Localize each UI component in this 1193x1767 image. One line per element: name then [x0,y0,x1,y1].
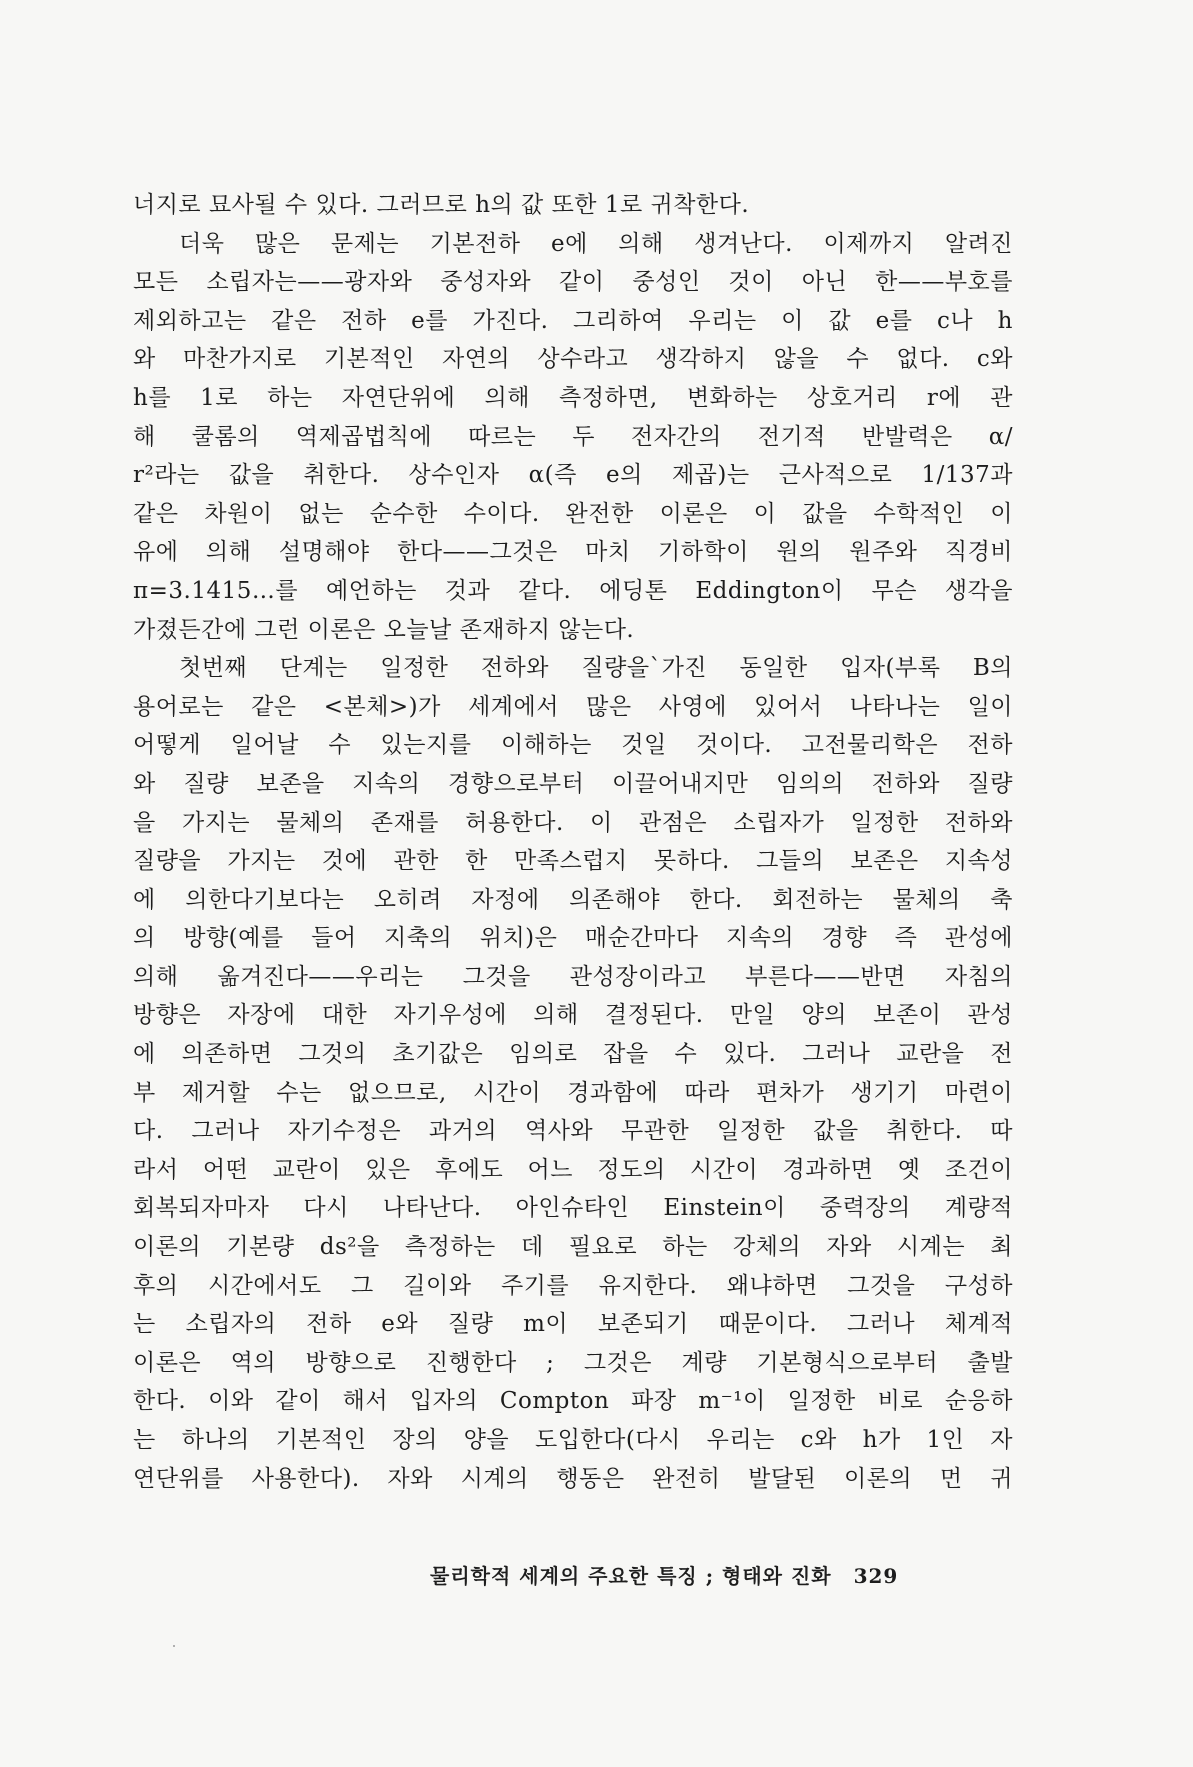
text-line: 와 질량 보존을 지속의 경향으로부터 이끌어내지만 임의의 전하와 질량 [133,770,1013,797]
body-text [133,186,1013,1498]
text-line: π=3.1415…를 예언하는 것과 같다. 에딩톤 Eddington이 무슨 생각을 [133,577,1013,604]
text-line: 더욱 많은 문제는 기본전하 e에 의해 생겨난다. 이제까지 알려진 [179,230,1013,257]
text-line: 질량을 가지는 것에 관한 한 만족스럽지 못하다. 그들의 보존은 지속성 [133,848,1013,875]
text-line: 후의 시간에서도 그 길이와 주기를 유지한다. 왜냐하면 그것을 구성하 [133,1272,1013,1299]
text-line: 너지로 묘사될 수 있다. 그러므로 h의 값 또한 1로 귀착한다. [133,192,750,218]
text-line: 제외하고는 같은 전하 e를 가진다. 그리하여 우리는 이 값 e를 c나 h [133,307,1013,334]
page-number: 329 [853,1564,899,1588]
text-line: 의 방향(예를 들어 지축의 위치)은 매순간마다 지속의 경향 즉 관성에 [133,925,1013,952]
text-line: 이론은 역의 방향으로 진행한다 ; 그것은 계량 기본형식으로부터 출발 [133,1349,1013,1376]
text-line: 가졌든간에 그런 이론은 오늘날 존재하지 않는다. [133,616,635,643]
text-line: 의해 옮겨진다——우리는 그것을 관성장이라고 부른다——반면 자침의 [133,963,1013,990]
text-line: 유에 의해 설명해야 한다——그것은 마치 기하학이 원의 원주와 직경비 [133,539,1013,566]
text-line: 와 마찬가지로 기본적인 자연의 상수라고 생각하지 않을 수 없다. c와 [133,346,1013,373]
text-line: 첫번째 단계는 일정한 전하와 질량을`가진 동일한 입자(부록 B의 [179,655,1013,682]
text-line: 회복되자마자 다시 나타난다. 아인슈타인 Einstein이 중력장의 계량적 [133,1195,1013,1222]
text-line: 부 제거할 수는 없으므로, 시간이 경과함에 따라 편차가 생기기 마련이 [133,1079,1013,1106]
paper-speck [173,1645,175,1647]
text-line: 한다. 이와 같이 해서 입자의 Compton 파장 m⁻¹이 일정한 비로 순응하 [133,1388,1013,1415]
text-line: 방향은 자장에 대한 자기우성에 의해 결정된다. 만일 양의 보존이 관성 [133,1002,1013,1029]
text-line: 용어로는 같은 <본체>)가 세계에서 많은 사영에 있어서 나타나는 일이 [133,693,1013,720]
text-line: 같은 차원이 없는 순수한 수이다. 완전한 이론은 이 값을 수학적인 이 [133,500,1013,527]
text-line: 이론의 기본량 ds²을 측정하는 데 필요로 하는 강체의 자와 시계는 최 [133,1234,1013,1261]
text-line: 라서 어떤 교란이 있은 후에도 어느 정도의 시간이 경과하면 옛 조건이 [133,1156,1013,1183]
text-line: 는 하나의 기본적인 장의 양을 도입한다(다시 우리는 c와 h가 1인 자 [133,1427,1013,1453]
text-line: 어떻게 일어날 수 있는지를 이해하는 것일 것이다. 고전물리학은 전하 [133,732,1013,759]
text-line: 모든 소립자는——광자와 중성자와 같이 중성인 것이 아닌 한——부호를 [133,269,1013,296]
text-line: 해 쿨롬의 역제곱법칙에 따르는 두 전자간의 전기적 반발력은 α/ [133,423,1013,450]
page-footer [430,1560,990,1589]
text-line: 에 의존하면 그것의 초기값은 임의로 잡을 수 있다. 그러나 교란을 전 [133,1041,1013,1068]
text-line: 는 소립자의 전하 e와 질량 m이 보존되기 때문이다. 그러나 체계적 [133,1311,1013,1338]
text-line: r²라는 값을 취한다. 상수인자 α(즉 e의 제곱)는 근사적으로 1/137과 [133,462,1013,489]
running-title: 물리학적 세계의 주요한 특징 ; 형태와 진화 [430,1564,832,1588]
text-line: h를 1로 하는 자연단위에 의해 측정하면, 변화하는 상호거리 r에 관 [133,384,1013,411]
text-line: 다. 그러나 자기수정은 과거의 역사와 무관한 일정한 값을 취한다. 따 [133,1118,1013,1145]
text-line: 연단위를 사용한다). 자와 시계의 행동은 완전히 발달된 이론의 먼 귀 [133,1465,1013,1492]
text-line: 을 가지는 물체의 존재를 허용한다. 이 관점은 소립자가 일정한 전하와 [133,809,1013,836]
text-line: 에 의한다기보다는 오히려 자정에 의존해야 한다. 회전하는 물체의 축 [133,886,1013,913]
